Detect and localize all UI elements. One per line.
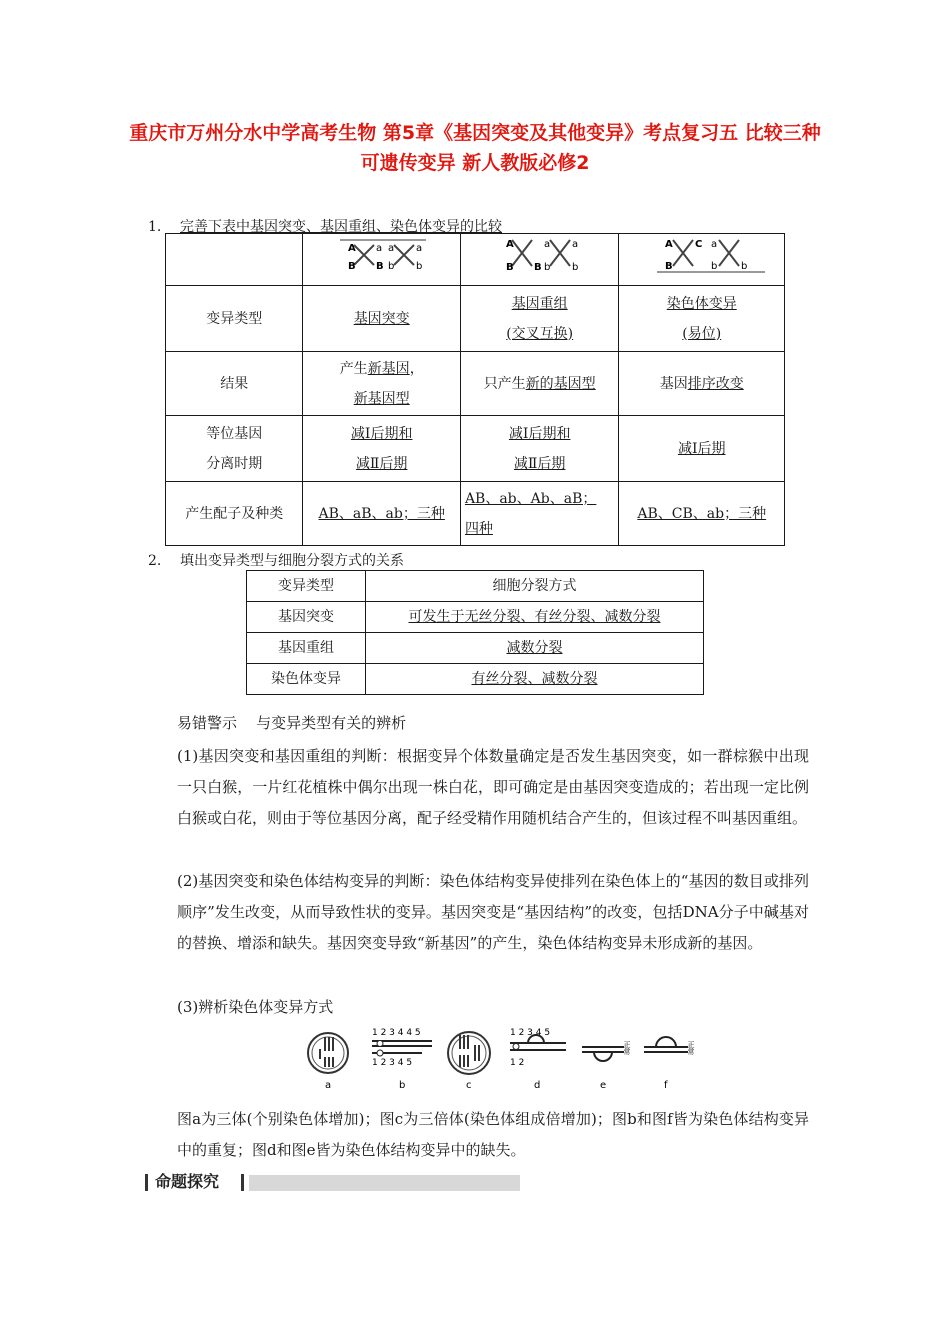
- warning-label: 易错警示: [177, 714, 238, 732]
- paragraph-3: (3)辨析染色体变异方式: [177, 998, 334, 1016]
- figure-f: [644, 1037, 695, 1091]
- warning-title: 与变异类型有关的辨析: [256, 714, 407, 732]
- cell-text: AB、ab、Ab、aB；: [464, 490, 597, 507]
- table-row: [166, 234, 785, 286]
- gene-label: A: [665, 239, 673, 250]
- table-header-row: [247, 571, 704, 602]
- warning-heading: [177, 712, 406, 733]
- gene-label: a: [571, 239, 578, 250]
- cell-text: 等位基因: [206, 425, 263, 442]
- page-title: 重庆市万州分水中学高考生物 第5章《基因突变及其他变异》考点复习五 比较三种可遗传变异 新人教版必修2: [129, 122, 821, 174]
- figure-label: f: [664, 1080, 668, 1091]
- row-label: 产生配子及种类: [166, 482, 303, 546]
- table-cell: [460, 482, 619, 546]
- cell-text: 减Ⅰ后期和: [350, 425, 413, 442]
- question-number: 1.: [148, 219, 162, 235]
- gene-label: A: [347, 243, 356, 254]
- cell-text: 新基因型: [353, 390, 410, 407]
- row-label: 基因重组: [247, 633, 366, 664]
- section-title: 命题探究: [155, 1172, 220, 1191]
- chromosome-diagram-3: [629, 234, 774, 274]
- table-row: [247, 633, 704, 664]
- table-cell: [460, 286, 619, 352]
- cell-text: 有丝分裂、减数分裂: [471, 671, 598, 687]
- figure-label: e: [600, 1080, 607, 1091]
- cell-text: 减Ⅱ后期: [513, 455, 566, 472]
- question-text: 完善下表中基因突变、基因重组、染色体变异的比较: [180, 219, 502, 235]
- row-label: 基因突变: [247, 602, 366, 633]
- gene-label: a: [711, 239, 718, 250]
- chromosome-diagram-2: [470, 234, 610, 274]
- table-row: [247, 664, 704, 695]
- cell-text: 新基因: [367, 360, 410, 377]
- gene-label: B: [665, 261, 673, 272]
- cell-text: 只产生: [483, 375, 526, 392]
- cell-text: 减Ⅱ后期: [355, 455, 408, 472]
- gene-label: A: [505, 239, 514, 250]
- table-row: [166, 416, 785, 482]
- gene-label: b: [741, 261, 748, 272]
- row-label: 变异类型: [166, 286, 303, 352]
- gene-label: b: [415, 261, 423, 272]
- cell-text: 基因重组: [511, 295, 568, 312]
- figure-e: [582, 1041, 631, 1091]
- comparison-table: [165, 233, 785, 546]
- cell-text: 基因: [659, 375, 688, 392]
- cell-text: 染色体变异: [666, 295, 737, 312]
- table-row: [166, 482, 785, 546]
- table-cell: [619, 286, 785, 352]
- gene-label: a: [387, 243, 394, 254]
- figure-side-text: 正常: [623, 1041, 631, 1055]
- cell-text: 新的基因型: [525, 375, 596, 392]
- cell-text: 四种: [464, 520, 493, 537]
- gene-label: B: [505, 262, 514, 273]
- figure-numbers: 1 2: [510, 1058, 525, 1068]
- table-cell: [619, 234, 785, 286]
- figure-label: d: [534, 1080, 541, 1091]
- paragraph-2: (2)基因突变和染色体结构变异的判断：染色体结构变异使排列在染色体上的“基因的数目或排列顺序”发生改变，从而导致性状的变异。基因突变是“基因结构”的改变，包括DNA分子中碱基对的替换、增添和缺失。基因突变导致“新基因”的产生，染色体结构变异未形成新的基因。: [177, 872, 809, 952]
- table-row: [166, 286, 785, 352]
- gene-label: B: [347, 261, 356, 272]
- question-number: 2.: [148, 553, 162, 569]
- gene-label: B: [533, 262, 542, 273]
- cell-text: 减Ⅰ后期和: [508, 425, 571, 442]
- cell-text: ，: [409, 360, 424, 377]
- table-cell: [619, 352, 785, 416]
- table-cell: [303, 286, 461, 352]
- table-cell: [366, 633, 704, 664]
- paragraph-4: 图a为三体(个别染色体增加)；图c为三倍体(染色体组成倍增加)；图b和图f皆为染色体结构变异中的重复；图d和图e皆为染色体结构变异中的缺失。: [177, 1110, 809, 1159]
- section-header: [145, 1172, 520, 1192]
- table-cell: [303, 352, 461, 416]
- figure-b: [372, 1028, 432, 1091]
- gene-label: a: [543, 239, 550, 250]
- figure-numbers: 1 2 3 4 5: [372, 1058, 413, 1068]
- figure-label: b: [399, 1080, 406, 1091]
- gene-label: a: [415, 243, 422, 254]
- table-cell: [303, 234, 461, 286]
- column-header: 变异类型: [247, 571, 366, 602]
- gene-label: a: [375, 243, 382, 254]
- figure-label: a: [325, 1080, 332, 1091]
- row-label: 染色体变异: [247, 664, 366, 695]
- figure-c: [448, 1032, 490, 1091]
- cell-text: AB、aB、ab；三种: [318, 505, 445, 522]
- gene-label: b: [571, 262, 579, 273]
- table-cell: [303, 482, 461, 546]
- cell-text: (易位): [682, 325, 722, 342]
- table-cell: [460, 234, 619, 286]
- gene-label: b: [543, 262, 551, 273]
- table-cell: [460, 416, 619, 482]
- table-cell: [460, 352, 619, 416]
- table-row: [247, 602, 704, 633]
- figure-a: [308, 1033, 348, 1091]
- cell-text: 排序改变: [687, 375, 744, 392]
- table-cell: [366, 602, 704, 633]
- division-table: [246, 570, 704, 695]
- section-divider: [241, 1174, 244, 1191]
- gene-label: b: [711, 261, 718, 272]
- table-cell: [619, 416, 785, 482]
- figure-d: [510, 1028, 566, 1091]
- table-cell: [366, 664, 704, 695]
- question-text: 填出变异类型与细胞分裂方式的关系: [180, 553, 404, 569]
- table-cell: [303, 416, 461, 482]
- row-label: 结果: [166, 352, 303, 416]
- table-row: [166, 352, 785, 416]
- section-bar-fill: [249, 1175, 520, 1191]
- chromosome-variation-figure: [306, 1023, 706, 1095]
- cell-text: 可发生于无丝分裂、有丝分裂、减数分裂: [408, 609, 661, 625]
- row-label: [166, 416, 303, 482]
- table-cell: [619, 482, 785, 546]
- cell-text: AB、CB、ab；三种: [637, 505, 767, 522]
- figure-numbers: 1 2 3 4 5: [510, 1028, 551, 1038]
- figure-side-text: 正常: [687, 1041, 695, 1055]
- gene-label: C: [695, 239, 703, 250]
- section-divider: [145, 1174, 148, 1191]
- table-cell: [166, 234, 303, 286]
- cell-text: 减数分裂: [506, 640, 563, 656]
- cell-text: 减Ⅰ后期: [677, 440, 726, 457]
- figure-label: c: [466, 1080, 472, 1091]
- chromosome-diagram-1: [312, 234, 452, 274]
- gene-label: b: [387, 261, 395, 272]
- question-2: [148, 551, 404, 571]
- cell-text: 基因突变: [353, 310, 410, 327]
- paragraph-1: (1)基因突变和基因重组的判断：根据变异个体数量确定是否发生基因突变，如一群棕猴中出现一只白猴，一片红花植株中偶尔出现一株白花，即可确定是由基因突变造成的；若出现一定比例白猴或白花，则由于等位基因分离，配子经受精作用随机结合产生的，但该过程不叫基因重组。: [177, 747, 809, 827]
- cell-text: 产生: [339, 360, 368, 377]
- column-header: 细胞分裂方式: [366, 571, 704, 602]
- figure-numbers: 1 2 3 4 4 5: [372, 1028, 421, 1038]
- cell-text: 分离时期: [206, 455, 263, 472]
- gene-label: B: [375, 261, 384, 272]
- cell-text: (交叉互换): [506, 325, 574, 342]
